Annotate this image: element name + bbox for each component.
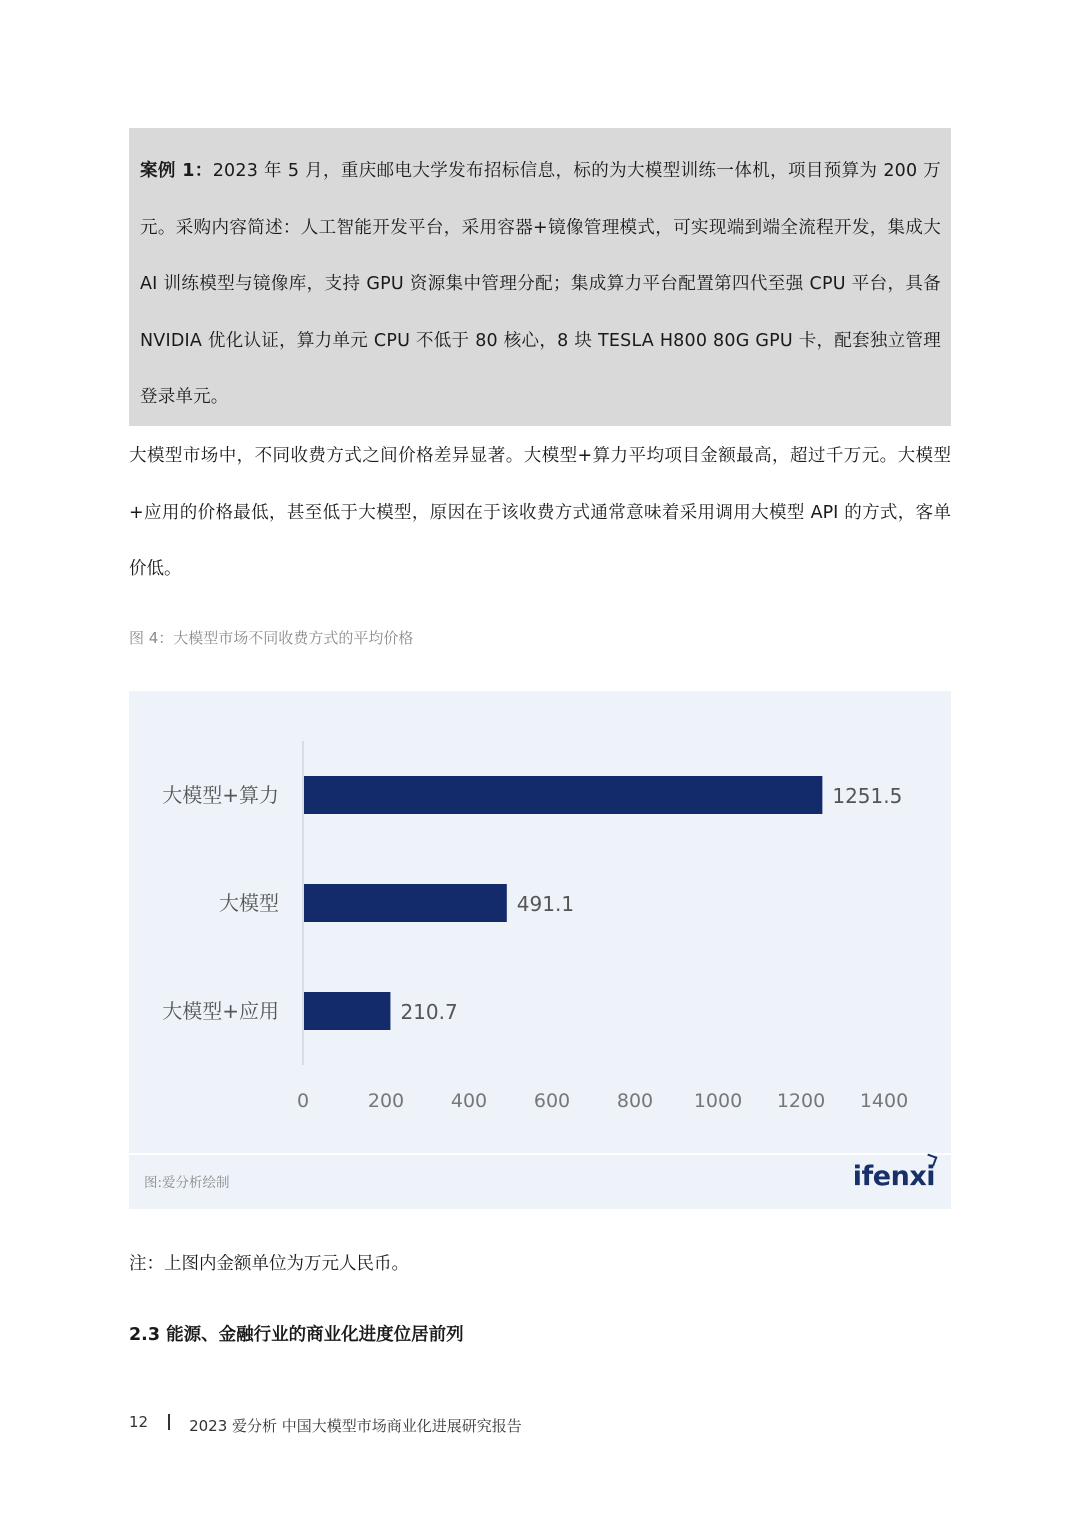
value-label-1: 491.1: [516, 892, 575, 916]
page-footer: [129, 1411, 522, 1435]
case-study-text: [140, 143, 941, 426]
case-study-body: 2023 年 5 月，重庆邮电大学发布招标信息，标的为大模型训练一体机，项目预算为 200 万元。采购内容简述：人工智能开发平台，采用容器+镜像管理模式，可实现端到端全流程开发，集成大 AI 训练模型与镜像库，支持 GPU 资源集中管理分配；集成算力平台配置第四代至强 CPU 平台，具备 NVIDIA 优化认证，算力单元 CPU 不低于 80 核心，8 块 TESLA H800 80G GPU 卡，配套独立管理登录单元。: [140, 161, 941, 407]
x-tick-label-4: 800: [616, 1090, 654, 1112]
body-paragraph: 大模型市场中，不同收费方式之间价格差异显著。大模型+算力平均项目金额最高，超过千万元。大模型+应用的价格最低，甚至低于大模型，原因在于该收费方式通常意味着采用调用大模型 API 的方式，客单价低。: [129, 446, 951, 579]
x-tick-label-6: 1200: [776, 1090, 826, 1112]
section-heading: 2.3 能源、金融行业的商业化进度位居前列: [129, 1325, 464, 1345]
x-tick-label-7: 1400: [859, 1090, 909, 1112]
category-label-2: 大模型+应用: [162, 999, 279, 1023]
category-label-0: 大模型+算力: [162, 783, 279, 807]
figure-caption: 图 4：大模型市场不同收费方式的平均价格: [129, 629, 414, 647]
unit-note: 注：上图内金额单位为万元人民币。: [129, 1254, 409, 1274]
footer-separator: [168, 1414, 170, 1430]
page-number: 12: [129, 1412, 149, 1431]
x-tick-label-1: 200: [367, 1090, 405, 1112]
case-study-label: 案例 1：: [140, 161, 213, 181]
ifenxi-logo: ifenxi: [853, 1161, 935, 1192]
bar-chart: [129, 691, 951, 1153]
bar-2: [304, 992, 390, 1030]
x-tick-label-3: 600: [533, 1090, 571, 1112]
x-tick-label-5: 1000: [693, 1090, 743, 1112]
value-label-0: 1251.5: [832, 784, 903, 808]
chart-source-note: 图:爱分析绘制: [144, 1175, 230, 1191]
category-label-1: 大模型: [219, 891, 279, 915]
bar-1: [304, 884, 507, 922]
chart-panel: [129, 691, 951, 1209]
bar-0: [304, 776, 822, 814]
chart-footer-divider: [129, 1153, 951, 1155]
x-tick-label-2: 400: [450, 1090, 488, 1112]
case-study-box: [129, 128, 951, 426]
value-label-2: 210.7: [400, 1000, 458, 1024]
footer-report-title: 2023 爱分析 中国大模型市场商业化进展研究报告: [189, 1417, 522, 1435]
x-tick-label-0: 0: [296, 1090, 310, 1112]
